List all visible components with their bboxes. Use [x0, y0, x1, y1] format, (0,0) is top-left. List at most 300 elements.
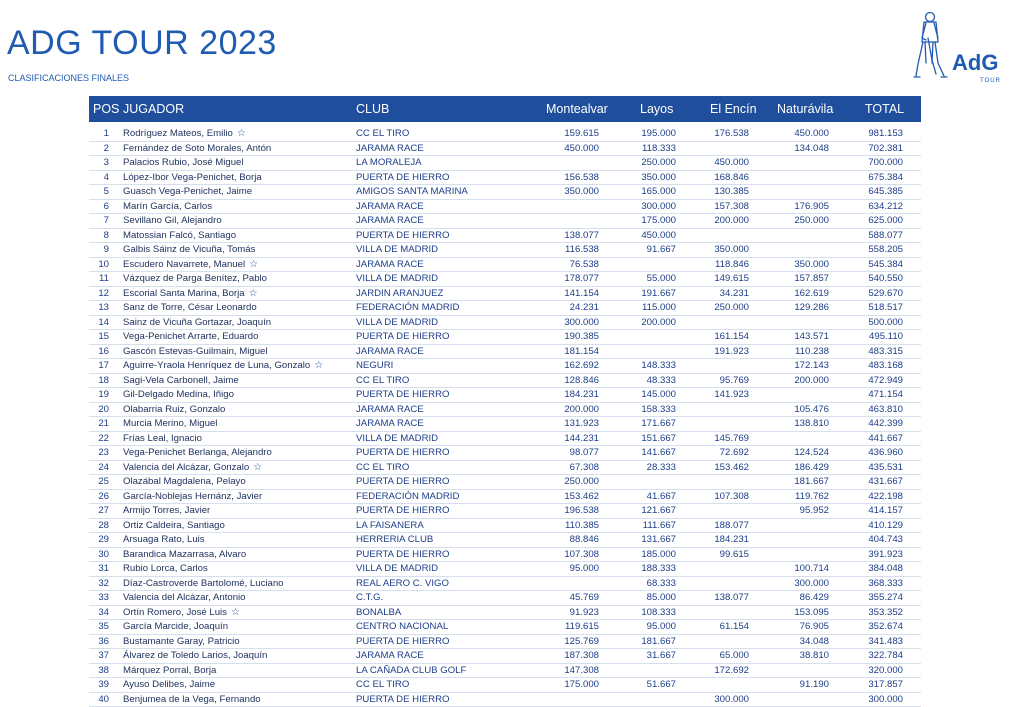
total-score-text: 463.810	[868, 404, 903, 415]
header-montealvar: Montealvar	[546, 102, 608, 116]
player-name	[123, 620, 228, 634]
layos-score	[610, 548, 676, 562]
player-name	[123, 287, 258, 301]
montealvar-score	[529, 243, 599, 257]
montealvar-score-text: 67.308	[570, 462, 599, 473]
montealvar-score	[529, 142, 599, 156]
layos-score	[610, 678, 676, 692]
position-cell	[89, 171, 109, 185]
club-cell	[356, 475, 449, 489]
table-row	[89, 635, 921, 650]
club-cell-text: JARAMA RACE	[356, 201, 424, 212]
montealvar-score-text: 91.923	[570, 607, 599, 618]
el-encin-score	[681, 185, 749, 199]
total-score	[833, 417, 903, 431]
layos-score-text: 185.000	[641, 549, 676, 560]
total-score-text: 471.154	[868, 389, 903, 400]
table-row	[89, 142, 921, 157]
layos-score	[610, 461, 676, 475]
club-cell-text: FEDERACIÓN MADRID	[356, 302, 459, 313]
club-cell-text: PUERTA DE HIERRO	[356, 694, 449, 705]
naturavila-score	[761, 359, 829, 373]
player-name-text: Sanz de Torre, César Leonardo	[123, 302, 257, 313]
table-row	[89, 156, 921, 171]
club-cell-text: CC EL TIRO	[356, 375, 409, 386]
layos-score	[610, 504, 676, 518]
montealvar-score-text: 45.769	[570, 592, 599, 603]
position-cell	[89, 504, 109, 518]
club-cell-text: HERRERIA CLUB	[356, 534, 433, 545]
total-score-text: 436.960	[868, 447, 903, 458]
total-score-text: 320.000	[868, 665, 903, 676]
montealvar-score-text: 450.000	[564, 143, 599, 154]
naturavila-score	[761, 374, 829, 388]
table-header	[89, 96, 921, 122]
star-icon: ☆	[231, 607, 240, 618]
player-name	[123, 533, 205, 547]
position-cell-text: 9	[104, 244, 109, 255]
layos-score-text: 250.000	[641, 157, 676, 168]
star-icon: ☆	[237, 128, 246, 139]
player-name-text: Vega-Penichet Berlanga, Alejandro	[123, 447, 272, 458]
el-encin-score-text: 168.846	[714, 172, 749, 183]
montealvar-score-text: 144.231	[564, 433, 599, 444]
club-cell-text: JARAMA RACE	[356, 650, 424, 661]
el-encin-score-text: 145.769	[714, 433, 749, 444]
el-encin-score-text: 191.923	[714, 346, 749, 357]
total-score	[833, 243, 903, 257]
club-cell-text: PUERTA DE HIERRO	[356, 172, 449, 183]
club-cell	[356, 562, 438, 576]
position-cell-text: 22	[98, 433, 109, 444]
table-row	[89, 432, 921, 447]
club-cell	[356, 533, 433, 547]
player-name-text: Álvarez de Toledo Larios, Joaquín	[123, 650, 267, 661]
table-row	[89, 272, 921, 287]
total-score	[833, 533, 903, 547]
position-cell	[89, 475, 109, 489]
naturavila-score-text: 124.524	[794, 447, 829, 458]
total-score-text: 404.743	[868, 534, 903, 545]
layos-score	[610, 417, 676, 431]
montealvar-score	[529, 548, 599, 562]
club-cell-text: BONALBA	[356, 607, 401, 618]
table-row	[89, 606, 921, 621]
player-name-text: Frías Leal, Ignacio	[123, 433, 202, 444]
el-encin-score	[681, 287, 749, 301]
montealvar-score-text: 76.538	[570, 259, 599, 270]
montealvar-score	[529, 490, 599, 504]
position-cell-text: 39	[98, 679, 109, 690]
position-cell-text: 31	[98, 563, 109, 574]
total-score-text: 431.667	[868, 476, 903, 487]
total-score-text: 353.352	[868, 607, 903, 618]
club-cell-text: C.T.G.	[356, 592, 383, 603]
naturavila-score-text: 138.810	[794, 418, 829, 429]
total-score	[833, 475, 903, 489]
position-cell-text: 18	[98, 375, 109, 386]
montealvar-score	[529, 620, 599, 634]
table-row	[89, 591, 921, 606]
naturavila-score	[761, 591, 829, 605]
layos-score	[610, 272, 676, 286]
club-cell-text: PUERTA DE HIERRO	[356, 331, 449, 342]
position-cell	[89, 258, 109, 272]
player-name	[123, 127, 246, 141]
club-cell	[356, 316, 438, 330]
montealvar-score	[529, 374, 599, 388]
total-score-text: 588.077	[868, 230, 903, 241]
club-cell	[356, 142, 424, 156]
player-name	[123, 229, 236, 243]
layos-score-text: 191.667	[641, 288, 676, 299]
el-encin-score	[681, 620, 749, 634]
table-row	[89, 359, 921, 374]
layos-score-text: 450.000	[641, 230, 676, 241]
position-cell	[89, 214, 109, 228]
total-score-text: 700.000	[868, 157, 903, 168]
header-layos: Layos	[640, 102, 673, 116]
club-cell-text: LA CAÑADA CLUB GOLF	[356, 665, 466, 676]
el-encin-score-text: 149.615	[714, 273, 749, 284]
player-name	[123, 475, 246, 489]
layos-score-text: 31.667	[647, 650, 676, 661]
layos-score	[610, 156, 676, 170]
montealvar-score-text: 119.615	[565, 621, 599, 632]
total-score-text: 540.550	[868, 273, 903, 284]
position-cell-text: 4	[104, 172, 109, 183]
position-cell	[89, 490, 109, 504]
montealvar-score-text: 147.308	[564, 665, 599, 676]
layos-score	[610, 533, 676, 547]
montealvar-score	[529, 301, 599, 315]
layos-score-text: 151.667	[641, 433, 676, 444]
player-name	[123, 388, 234, 402]
player-name	[123, 591, 246, 605]
total-score-text: 495.110	[869, 331, 903, 342]
club-cell	[356, 388, 449, 402]
player-name	[123, 417, 217, 431]
club-cell	[356, 258, 424, 272]
total-score	[833, 577, 903, 591]
total-score	[833, 374, 903, 388]
el-encin-score-text: 153.462	[714, 462, 749, 473]
position-cell-text: 3	[104, 157, 109, 168]
club-cell	[356, 200, 424, 214]
naturavila-score	[761, 490, 829, 504]
player-name-text: Arsuaga Rato, Luis	[123, 534, 205, 545]
position-cell	[89, 388, 109, 402]
el-encin-score	[681, 374, 749, 388]
montealvar-score-text: 116.538	[565, 244, 599, 255]
el-encin-score-text: 176.538	[714, 128, 749, 139]
header-pos: POS	[93, 102, 119, 116]
total-score-text: 483.168	[868, 360, 903, 371]
table-row	[89, 243, 921, 258]
club-cell-text: JARAMA RACE	[356, 215, 424, 226]
total-score	[833, 548, 903, 562]
naturavila-score-text: 162.619	[794, 288, 829, 299]
player-name-text: Guasch Vega-Penichet, Jaime	[123, 186, 252, 197]
position-cell	[89, 316, 109, 330]
layos-score	[610, 432, 676, 446]
total-score	[833, 316, 903, 330]
naturavila-score	[761, 214, 829, 228]
position-cell	[89, 678, 109, 692]
layos-score	[610, 649, 676, 663]
montealvar-score	[529, 316, 599, 330]
position-cell-text: 12	[98, 288, 109, 299]
player-name	[123, 461, 262, 475]
montealvar-score-text: 162.692	[564, 360, 599, 371]
club-cell-text: CC EL TIRO	[356, 128, 409, 139]
position-cell	[89, 461, 109, 475]
position-cell	[89, 562, 109, 576]
naturavila-score-text: 181.667	[794, 476, 829, 487]
player-name-text: Valencia del Alcázar, Gonzalo	[123, 462, 249, 473]
layos-score	[610, 229, 676, 243]
naturavila-score	[761, 635, 829, 649]
position-cell	[89, 330, 109, 344]
naturavila-score-text: 250.000	[794, 215, 829, 226]
club-cell-text: LA MORALEJA	[356, 157, 422, 168]
club-cell	[356, 664, 466, 678]
player-name-text: Márquez Porral, Borja	[123, 665, 216, 676]
header-total: TOTAL	[865, 102, 904, 116]
player-name	[123, 316, 271, 330]
el-encin-score-text: 172.692	[714, 665, 749, 676]
montealvar-score	[529, 388, 599, 402]
club-cell	[356, 272, 438, 286]
naturavila-score	[761, 606, 829, 620]
position-cell-text: 24	[98, 462, 109, 473]
table-row	[89, 533, 921, 548]
club-cell-text: JARAMA RACE	[356, 143, 424, 154]
player-name	[123, 359, 323, 373]
club-cell-text: FEDERACIÓN MADRID	[356, 491, 459, 502]
montealvar-score-text: 175.000	[564, 679, 599, 690]
montealvar-score-text: 138.077	[564, 230, 599, 241]
naturavila-score-text: 100.714	[794, 563, 829, 574]
naturavila-score	[761, 403, 829, 417]
total-score-text: 352.674	[868, 621, 903, 632]
montealvar-score	[529, 345, 599, 359]
naturavila-score	[761, 562, 829, 576]
montealvar-score-text: 156.538	[564, 172, 599, 183]
montealvar-score	[529, 229, 599, 243]
club-cell	[356, 620, 448, 634]
player-name-text: García Marcide, Joaquín	[123, 621, 228, 632]
position-cell-text: 10	[98, 259, 109, 270]
club-cell	[356, 548, 449, 562]
total-score	[833, 635, 903, 649]
club-cell	[356, 287, 443, 301]
position-cell	[89, 359, 109, 373]
player-name-text: Matossian Falcó, Santiago	[123, 230, 236, 241]
club-cell-text: JARAMA RACE	[356, 346, 424, 357]
total-score-text: 322.784	[868, 650, 903, 661]
club-cell-text: LA FAISANERA	[356, 520, 424, 531]
total-score-text: 300.000	[868, 694, 903, 705]
total-score	[833, 359, 903, 373]
player-name	[123, 185, 252, 199]
results-table	[89, 127, 921, 707]
total-score	[833, 432, 903, 446]
layos-score-text: 175.000	[641, 215, 676, 226]
total-score	[833, 388, 903, 402]
el-encin-score	[681, 548, 749, 562]
header-club: CLUB	[356, 102, 389, 116]
total-score	[833, 200, 903, 214]
club-cell-text: CENTRO NACIONAL	[356, 621, 448, 632]
club-cell-text: AMIGOS SANTA MARINA	[356, 186, 468, 197]
player-name	[123, 258, 258, 272]
layos-score-text: 111.667	[643, 520, 676, 531]
table-row	[89, 171, 921, 186]
montealvar-score	[529, 519, 599, 533]
club-cell	[356, 417, 424, 431]
layos-score-text: 41.667	[647, 491, 676, 502]
position-cell	[89, 591, 109, 605]
layos-score-text: 145.000	[641, 389, 676, 400]
position-cell-text: 23	[98, 447, 109, 458]
total-score	[833, 649, 903, 663]
club-cell-text: REAL AERO C. VIGO	[356, 578, 449, 589]
layos-score-text: 165.000	[641, 186, 676, 197]
position-cell	[89, 693, 109, 707]
club-cell	[356, 214, 424, 228]
player-name-text: Gil-Delgado Medina, Iñigo	[123, 389, 234, 400]
position-cell	[89, 403, 109, 417]
total-score-text: 483.315	[868, 346, 903, 357]
el-encin-score-text: 95.769	[720, 375, 749, 386]
logo-tag: TOUR	[980, 78, 1001, 84]
total-score	[833, 461, 903, 475]
total-score	[833, 330, 903, 344]
player-name-text: Ortín Romero, José Luis	[123, 607, 227, 618]
el-encin-score-text: 450.000	[714, 157, 749, 168]
total-score-text: 442.399	[868, 418, 903, 429]
montealvar-score-text: 125.769	[564, 636, 599, 647]
player-name-text: Vega-Penichet Arrarte, Eduardo	[123, 331, 258, 342]
player-name	[123, 649, 267, 663]
naturavila-score	[761, 258, 829, 272]
layos-score-text: 28.333	[647, 462, 676, 473]
table-row	[89, 287, 921, 302]
total-score	[833, 678, 903, 692]
el-encin-score-text: 130.385	[714, 186, 749, 197]
position-cell-text: 34	[98, 607, 109, 618]
position-cell	[89, 229, 109, 243]
naturavila-score	[761, 142, 829, 156]
club-cell-text: JARAMA RACE	[356, 259, 424, 270]
el-encin-score	[681, 214, 749, 228]
total-score-text: 472.949	[868, 375, 903, 386]
layos-score	[610, 562, 676, 576]
club-cell	[356, 693, 449, 707]
header-naturavila: Naturávila	[777, 102, 833, 116]
layos-score-text: 188.333	[641, 563, 676, 574]
club-cell-text: CC EL TIRO	[356, 462, 409, 473]
montealvar-score-text: 178.077	[564, 273, 599, 284]
total-score	[833, 591, 903, 605]
club-cell-text: JARDIN ARANJUEZ	[356, 288, 443, 299]
layos-score-text: 350.000	[641, 172, 676, 183]
player-name	[123, 345, 268, 359]
player-name-text: Ortiz Caldeira, Santiago	[123, 520, 225, 531]
layos-score	[610, 214, 676, 228]
el-encin-score-text: 184.231	[714, 534, 749, 545]
player-name	[123, 374, 239, 388]
total-score	[833, 171, 903, 185]
club-cell	[356, 606, 401, 620]
player-name	[123, 243, 255, 257]
total-score	[833, 446, 903, 460]
club-cell-text: JARAMA RACE	[356, 418, 424, 429]
total-score	[833, 606, 903, 620]
montealvar-score	[529, 127, 599, 141]
montealvar-score	[529, 635, 599, 649]
montealvar-score	[529, 446, 599, 460]
page-title: ADG TOUR 2023	[7, 24, 277, 63]
naturavila-score-text: 172.143	[794, 360, 829, 371]
naturavila-score-text: 176.905	[794, 201, 829, 212]
position-cell-text: 8	[104, 230, 109, 241]
naturavila-score	[761, 446, 829, 460]
layos-score	[610, 316, 676, 330]
player-name	[123, 142, 271, 156]
player-name	[123, 490, 262, 504]
table-row	[89, 127, 921, 142]
position-cell	[89, 243, 109, 257]
position-cell-text: 19	[98, 389, 109, 400]
montealvar-score	[529, 185, 599, 199]
naturavila-score-text: 134.048	[794, 143, 829, 154]
table-row	[89, 301, 921, 316]
position-cell-text: 26	[98, 491, 109, 502]
naturavila-score-text: 34.048	[800, 636, 829, 647]
el-encin-score	[681, 533, 749, 547]
naturavila-score	[761, 287, 829, 301]
player-name	[123, 693, 261, 707]
total-score-text: 529.670	[868, 288, 903, 299]
montealvar-score-text: 153.462	[564, 491, 599, 502]
layos-score-text: 195.000	[641, 128, 676, 139]
montealvar-score	[529, 287, 599, 301]
total-score	[833, 156, 903, 170]
header-player: JUGADOR	[123, 102, 184, 116]
montealvar-score	[529, 664, 599, 678]
table-row	[89, 214, 921, 229]
el-encin-score-text: 72.692	[720, 447, 749, 458]
montealvar-score	[529, 330, 599, 344]
club-cell	[356, 330, 449, 344]
club-cell	[356, 156, 422, 170]
table-row	[89, 258, 921, 273]
club-cell	[356, 171, 449, 185]
player-name-text: Escudero Navarrete, Manuel	[123, 259, 245, 270]
club-cell	[356, 649, 424, 663]
el-encin-score	[681, 490, 749, 504]
club-cell	[356, 577, 449, 591]
el-encin-score-text: 200.000	[714, 215, 749, 226]
club-cell	[356, 678, 409, 692]
montealvar-score-text: 196.538	[564, 505, 599, 516]
montealvar-score	[529, 649, 599, 663]
el-encin-score	[681, 345, 749, 359]
table-row	[89, 330, 921, 345]
player-name	[123, 606, 240, 620]
